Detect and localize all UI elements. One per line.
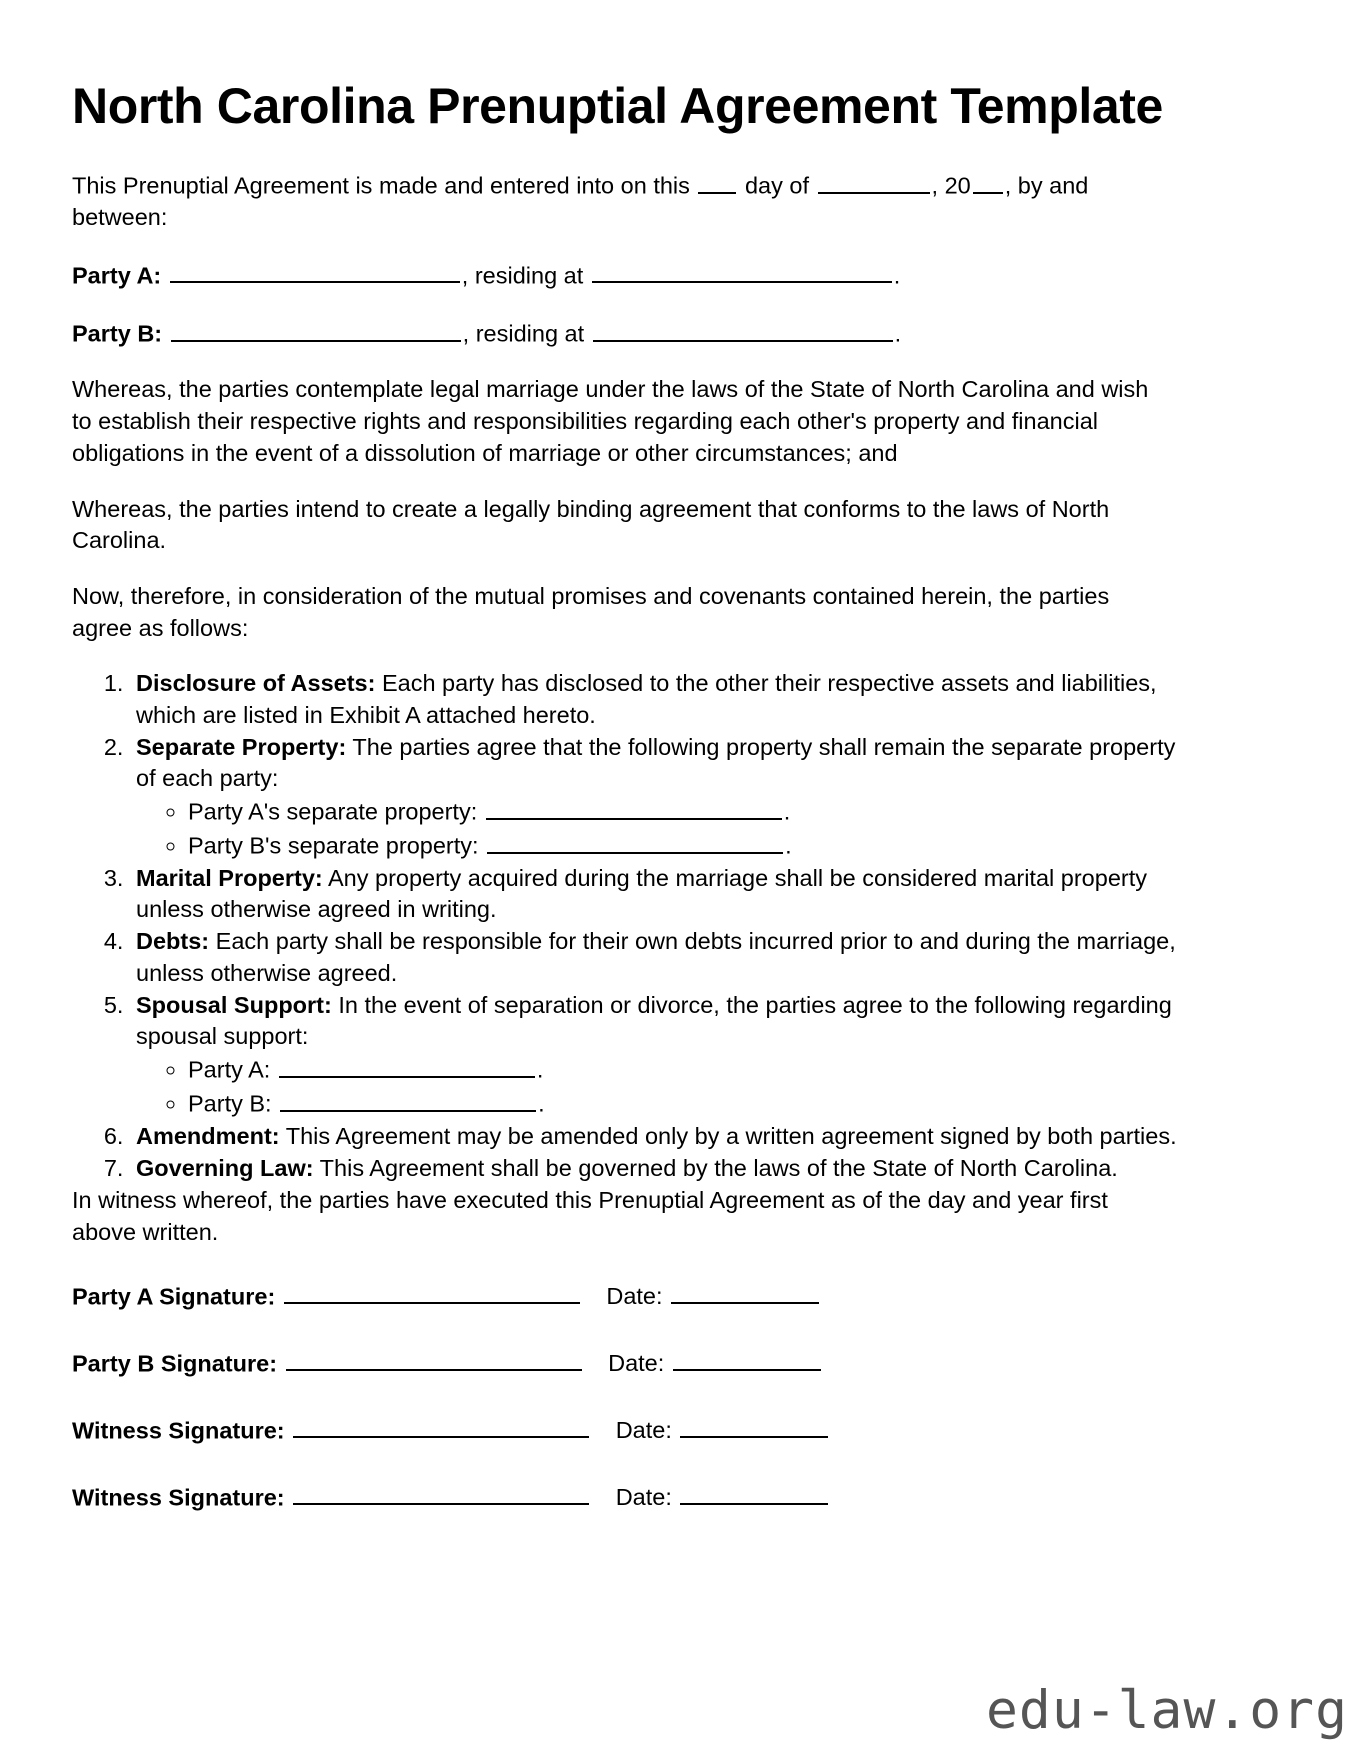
month-blank (818, 168, 930, 194)
party-a-separate-property-blank (486, 794, 782, 820)
signature-block (72, 1279, 1182, 1513)
intro-text-part4: , (1004, 172, 1012, 199)
party-b-name-blank (171, 316, 461, 342)
page-title: North Carolina Prenuptial Agreement Template (72, 78, 1163, 134)
party-b-period: . (894, 320, 902, 347)
signature-label: Party A Signature: (72, 1283, 276, 1310)
signature-row-witness-1 (72, 1413, 1182, 1446)
recital-1: Whereas, the parties contemplate legal marriage under the laws of the State of North Carolina and wish to establish their respective rights and responsibilities regarding each other's property and financial obligations in the event of a dissolution of marriage or other circumstances; and (72, 376, 1149, 466)
party-b-date-blank (673, 1346, 821, 1372)
witness-2-signature-blank (293, 1480, 589, 1506)
intro-text-part1: This Prenuptial Agreement is made and entered into on this (72, 172, 690, 199)
party-b-signature-blank (286, 1346, 582, 1372)
clause-item-disclosure-of-assets (130, 668, 1182, 731)
site-watermark: edu-law.org (986, 1680, 1348, 1741)
signature-row-party-a (72, 1279, 1182, 1312)
party-b-residing-label: , residing at (462, 320, 585, 347)
party-a-support-blank (279, 1052, 535, 1078)
clause-heading: Debts: (136, 928, 210, 955)
signature-row-party-b (72, 1346, 1182, 1379)
clause-item-governing-law (130, 1153, 1182, 1184)
sub-item-period: . (783, 798, 791, 825)
witness-1-signature-blank (293, 1413, 589, 1439)
sub-item-period: . (538, 1090, 545, 1117)
party-a-signature-blank (284, 1279, 580, 1305)
witness-1-date-blank (680, 1413, 828, 1439)
intro-text-part2: day of (744, 172, 809, 199)
intro-text-part3: , 20 (931, 172, 971, 199)
party-b-address-blank (593, 316, 893, 342)
sub-item-label: Party B's separate property: (188, 832, 479, 859)
clause-heading: Amendment: (136, 1122, 280, 1149)
sub-item-period: . (785, 832, 792, 859)
party-a-label: Party A: (72, 262, 162, 289)
witness-2-date-blank (680, 1480, 828, 1506)
sub-item-party-a-separate-property (188, 794, 1182, 828)
clause-item-debts (130, 926, 1182, 989)
party-b-support-blank (280, 1086, 536, 1112)
party-b-separate-property-blank (487, 828, 783, 854)
date-label: Date: (615, 1417, 672, 1444)
party-a-residing-label: , residing at (461, 262, 584, 289)
clause-text: Each party shall be responsible for their own debts incurred prior to and during the marriage, unless otherwise agreed. (136, 928, 1176, 986)
intro-text-part5: by and between: (72, 172, 1089, 231)
clause-item-separate-property (130, 732, 1182, 862)
clause-heading: Governing Law: (136, 1155, 314, 1182)
witness-statement: In witness whereof, the parties have executed this Prenuptial Agreement as of the day and year first above written. (72, 1187, 1108, 1246)
clause-text: Any property acquired during the marriage shall be considered marital property unless otherwise agreed in writing. (136, 864, 1147, 923)
intro-paragraph (72, 168, 1157, 234)
clause-list (72, 668, 1182, 1184)
sub-item-period: . (536, 1056, 544, 1083)
sub-item-party-a-support (188, 1052, 1182, 1086)
party-b-label: Party B: (72, 320, 163, 347)
clause-text: This Agreement shall be governed by the laws of the State of North Carolina. (313, 1155, 1118, 1182)
party-a-address-blank (592, 258, 892, 284)
separate-property-sublist (136, 794, 1182, 862)
year-blank (973, 168, 1003, 194)
party-a-period: . (893, 262, 901, 289)
date-label: Date: (606, 1283, 663, 1310)
clause-text: This Agreement may be amended only by a written agreement signed by both parties. (279, 1122, 1177, 1149)
date-label: Date: (615, 1484, 672, 1511)
signature-label: Party B Signature: (72, 1350, 278, 1377)
spousal-support-sublist (136, 1052, 1182, 1120)
party-a-line (72, 258, 1182, 292)
recital-3: Now, therefore, in consideration of the mutual promises and covenants contained herein, the parties agree as follows: (72, 582, 1110, 641)
signature-row-witness-2 (72, 1480, 1182, 1513)
clause-item-amendment (130, 1121, 1182, 1152)
party-b-line (72, 316, 1182, 350)
signature-label: Witness Signature: (72, 1484, 285, 1511)
sub-item-label: Party B: (188, 1090, 272, 1117)
clause-text: In the event of separation or divorce, the parties agree to the following regarding spousal support: (136, 991, 1172, 1050)
signature-label: Witness Signature: (72, 1417, 285, 1444)
party-a-name-blank (170, 258, 460, 284)
clause-heading: Separate Property: (136, 733, 347, 760)
sub-item-party-b-separate-property (188, 828, 1182, 862)
day-blank (698, 168, 736, 194)
clause-text: Each party has disclosed to the other their respective assets and liabilities, which are listed in Exhibit A attached hereto. (136, 670, 1157, 728)
party-a-date-blank (671, 1279, 819, 1305)
clause-heading: Spousal Support: (136, 991, 332, 1018)
clause-text: The parties agree that the following property shall remain the separate property of each party: (136, 733, 1176, 792)
clause-heading: Marital Property: (136, 864, 323, 891)
sub-item-label: Party A's separate property: (188, 798, 478, 825)
sub-item-party-b-support (188, 1086, 1182, 1120)
clause-item-spousal-support (130, 990, 1182, 1120)
recital-2: Whereas, the parties intend to create a legally binding agreement that conforms to the laws of North Carolina. (72, 495, 1110, 554)
clause-item-marital-property (130, 863, 1182, 926)
sub-item-label: Party A: (188, 1056, 271, 1083)
date-label: Date: (608, 1350, 665, 1377)
clause-heading: Disclosure of Assets: (136, 670, 376, 697)
